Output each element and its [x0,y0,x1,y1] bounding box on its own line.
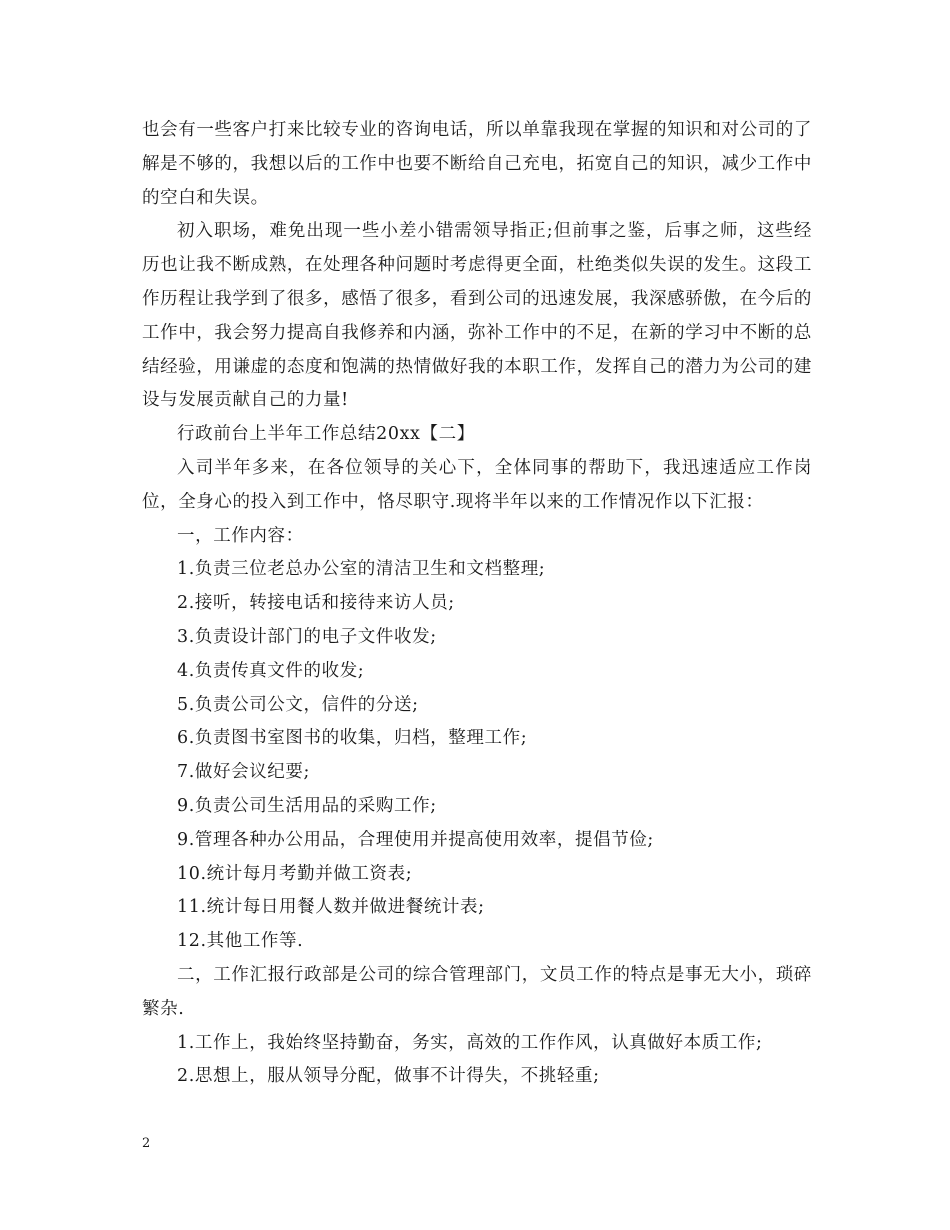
paragraph: 入司半年多来，在各位领导的关心下，全体同事的帮助下，我迅速适应工作岗位，全身心的投入到工作中，恪尽职守.现将半年以来的工作情况作以下汇报： [142,457,812,512]
list-heading: 一，工作内容： [177,525,304,546]
document-body [142,114,812,1094]
list-item: 6.负责图书室图书的收集，归档，整理工作; [177,728,528,749]
list-item: 4.负责传真文件的收发; [177,660,365,681]
section-heading: 行政前台上半年工作总结20xx【二】 [177,424,475,445]
paragraph: 初入职场，难免出现一些小差小错需领导指正;但前事之鉴，后事之师，这些经历也让我不断成熟，在处理各种问题时考虑得更全面，杜绝类似失误的发生。这段工作历程让我学到了很多，感悟了很多，看到公司的迅速发展，我深感骄傲，在今后的工作中，我会努力提高自我修养和内涵，弥补工作中的不足，在新的学习中不断的总结经验，用谦虚的态度和饱满的热情做好我的本职工作，发挥自己的潜力为公司的建设与发展贡献自己的力量! [142,221,812,411]
list-item: 1.工作上，我始终坚持勤奋，务实，高效的工作作风，认真做好本质工作; [177,1032,763,1053]
list-item: 2.思想上，服从领导分配，做事不计得失，不挑轻重; [177,1066,600,1087]
list-item: 1.负责三位老总办公室的清洁卫生和文档整理; [177,559,546,580]
page-number: 2 [142,1136,151,1151]
list-item: 10.统计每月考勤并做工资表; [177,863,413,884]
list-item: 3.负责设计部门的电子文件收发; [177,626,437,647]
paragraph: 也会有一些客户打来比较专业的咨询电话，所以单靠我现在掌握的知识和对公司的了解是不够的，我想以后的工作中也要不断给自己充电，拓宽自己的知识，减少工作中的空白和失误。 [142,120,812,208]
list-item: 9.管理各种办公用品，合理使用并提高使用效率，提倡节俭; [177,829,654,850]
list-item: 11.统计每日用餐人数并做进餐统计表; [177,897,485,918]
paragraph: 二，工作汇报行政部是公司的综合管理部门，文员工作的特点是事无大小，琐碎繁杂. [142,964,812,1019]
list-item: 9.负责公司生活用品的采购工作; [177,795,437,816]
list-item: 5.负责公司公文，信件的分送; [177,694,419,715]
list-item: 7.做好会议纪要; [177,762,310,783]
list-item: 12.其他工作等. [177,931,304,952]
list-item: 2.接听，转接电话和接待来访人员; [177,593,455,614]
